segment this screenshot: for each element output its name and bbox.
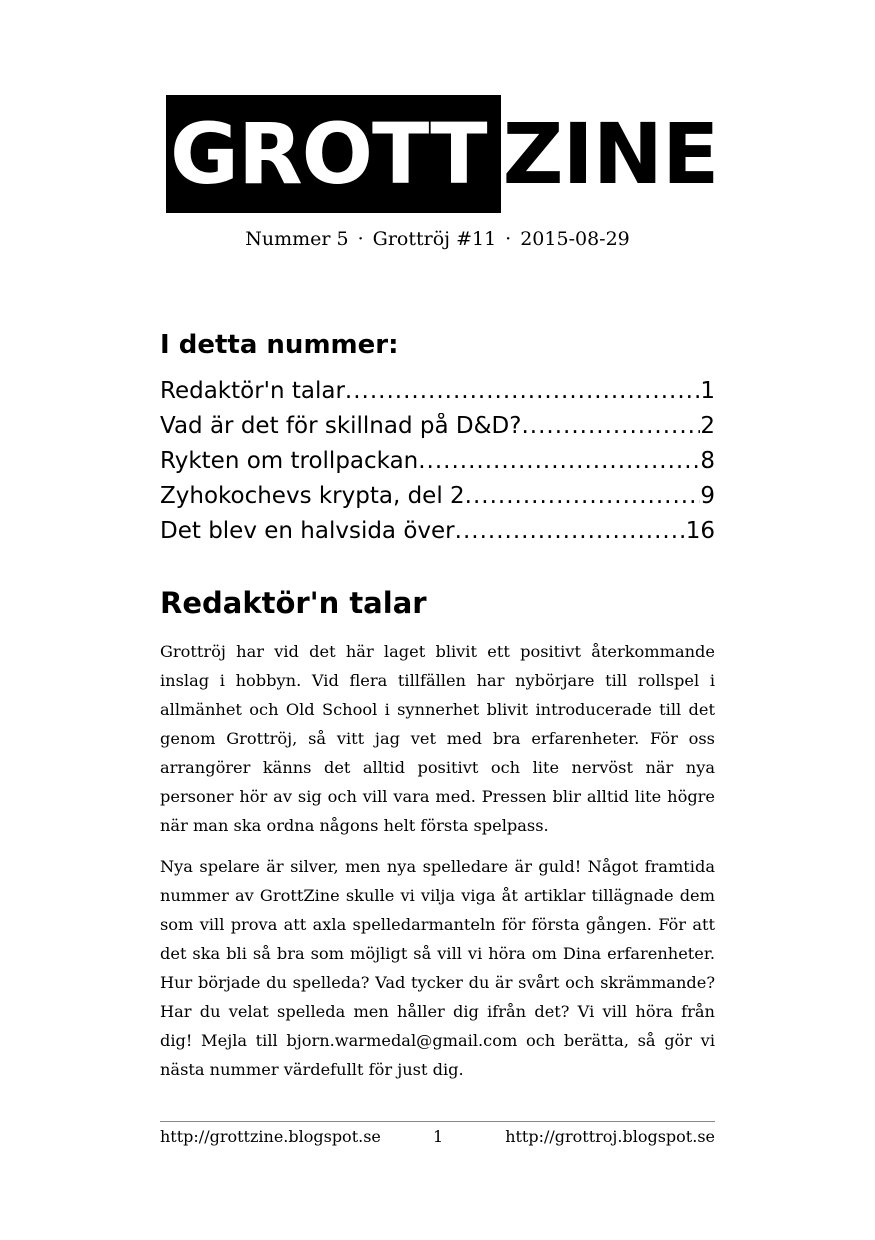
footer-link-grottroj[interactable]: http://grottroj.blogspot.se xyxy=(505,1127,715,1146)
toc-entry[interactable] xyxy=(160,413,715,448)
logo-zine: ZINE xyxy=(502,105,719,203)
article-paragraph: Grottröj har vid det här laget blivit ett positivt återkommande inslag i hobbyn. Vid flera tillfällen har nybörjare till rollspel i allmänhet och Old School i synnerhet blivit introducerade till det genom Grottröj, så vitt jag vet med bra erfarenheter. För oss arrangörer känns det alltid positivt och lite nervöst när nya personer hör av sig och vill vara med. Pressen blir alltid lite högre när man ska ordna någons helt första spelpass. xyxy=(160,642,715,835)
issue-separator: · xyxy=(357,228,364,250)
logo-grott: GROTT xyxy=(166,95,501,213)
page-footer xyxy=(160,1127,715,1149)
issue-info xyxy=(0,228,875,250)
issue-separator: · xyxy=(505,228,512,250)
toc-leader-dots xyxy=(418,448,700,474)
toc-leader-dots xyxy=(455,518,686,544)
toc-entry-page: 16 xyxy=(685,518,715,544)
issue-date: 2015-08-29 xyxy=(520,228,630,250)
toc-entry-title: Det blev en halvsida över xyxy=(160,518,455,544)
article-body xyxy=(160,637,715,1096)
toc-leader-dots xyxy=(465,483,701,509)
toc-entry-title: Redaktör'n talar xyxy=(160,378,345,404)
toc-entry[interactable] xyxy=(160,448,715,483)
toc-leader-dots xyxy=(345,378,700,404)
issue-number: Nummer 5 xyxy=(245,228,349,250)
toc-entry[interactable] xyxy=(160,518,715,553)
toc-entry[interactable] xyxy=(160,378,715,413)
article-paragraph: Nya spelare är silver, men nya spelledare är guld! Något framtida nummer av GrottZine skulle vi vilja viga åt artiklar tillägnade dem som vill prova att axla spelledarmanteln för första gången. För att det ska bli så bra som möjligt så vill vi höra om Dina erfarenheter. Hur började du spelleda? Vad tycker du är svårt och skrämmande? Har du velat spelleda men håller dig ifrån det? Vi vill höra från dig! Mejla till bjorn.warmedal@gmail.com och berätta, så gör vi nästa nummer värdefullt för just dig. xyxy=(160,857,715,1079)
toc-heading: I detta nummer: xyxy=(160,330,399,360)
footer-divider xyxy=(160,1121,715,1122)
toc-entry-title: Rykten om trollpackan xyxy=(160,448,419,474)
toc-entry-page: 1 xyxy=(700,378,715,404)
toc-entry-page: 2 xyxy=(700,413,715,439)
toc-entry-page: 9 xyxy=(700,483,715,509)
issue-event: Grottröj #11 xyxy=(372,228,497,250)
toc-entry-page: 8 xyxy=(700,448,715,474)
footer-page-number: 1 xyxy=(433,1127,444,1146)
article-heading: Redaktör'n talar xyxy=(160,586,427,620)
masthead-logo xyxy=(166,95,718,213)
table-of-contents xyxy=(160,378,715,553)
toc-leader-dots xyxy=(521,413,700,439)
toc-entry[interactable] xyxy=(160,483,715,518)
footer-link-grottzine[interactable]: http://grottzine.blogspot.se xyxy=(160,1127,381,1146)
toc-entry-title: Vad är det för skillnad på D&D? xyxy=(160,413,522,439)
toc-entry-title: Zyhokochevs krypta, del 2 xyxy=(160,483,465,509)
